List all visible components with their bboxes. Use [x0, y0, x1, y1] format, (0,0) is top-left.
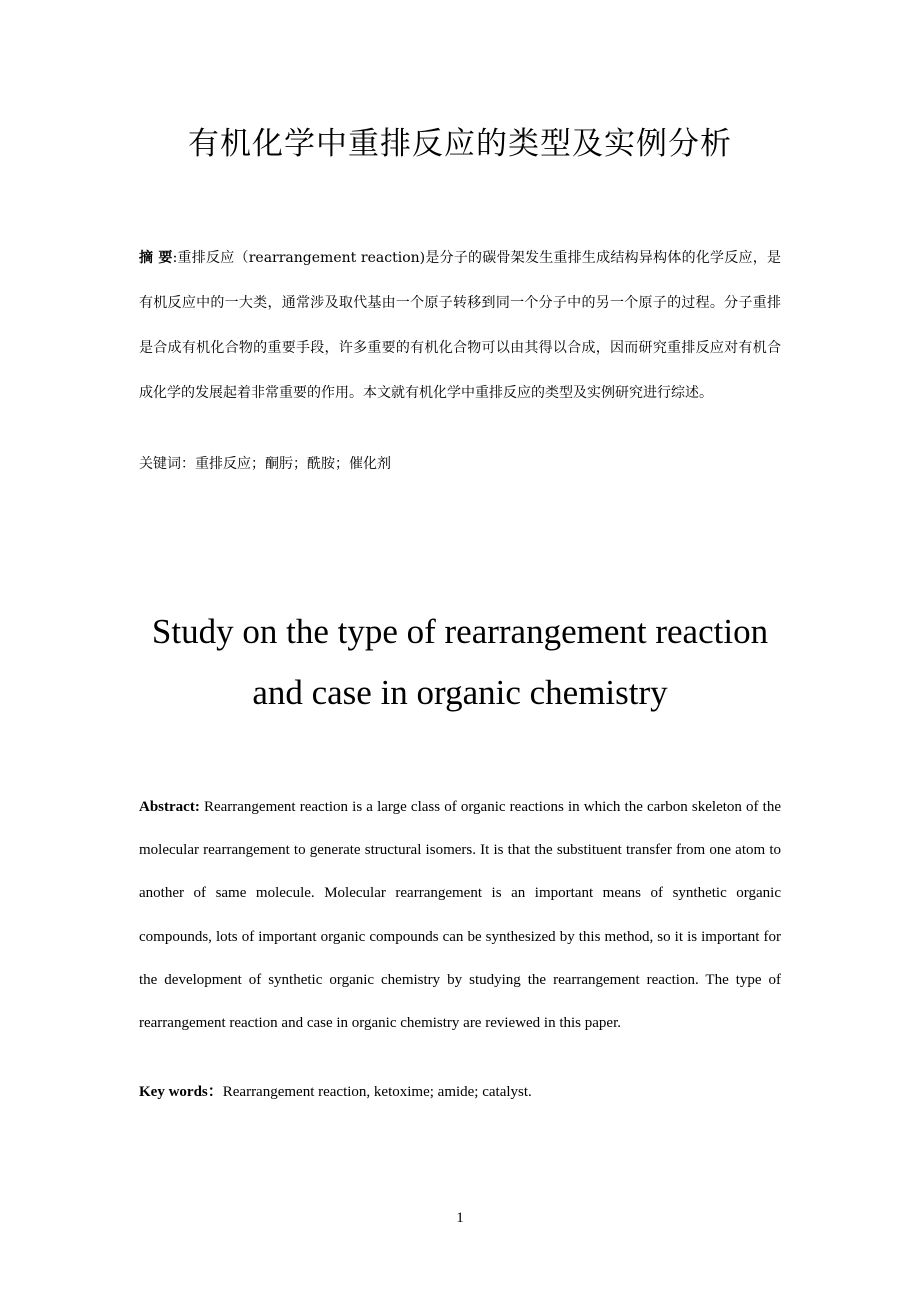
chinese-keywords-label: 关键词：: [139, 456, 195, 472]
english-title-line1: Study on the type of rearrangement reaction: [151, 612, 769, 651]
english-abstract-text: Rearrangement reaction is a large class of organic reactions in which the carbon skeleton of the molecular rearrangement to generate structural isomers. It is that the substituent transfer from one atom to another of same molecule. Molecular rearrangement is an important means of synthetic organic compounds, lots of important organic compounds can be synthesized by this method, so it is important for the development of synthetic organic chemistry by studying the rearrangement reaction. The type of rearrangement reaction and case in organic chemistry are reviewed in this paper.: [139, 799, 782, 1032]
english-title: [0, 601, 920, 723]
chinese-abstract-label: 摘 要: [139, 250, 173, 266]
chinese-title: 有机化学中重排反应的类型及实例分析: [188, 126, 732, 162]
page-number: 1: [456, 1210, 464, 1226]
english-keywords-label: Key words：: [139, 1084, 223, 1100]
english-keywords-text: Rearrangement reaction, ketoxime; amide; catalyst.: [222, 1084, 532, 1100]
english-abstract: [139, 786, 781, 1045]
chinese-abstract-text: :重排反应（rearrangement reaction)是分子的碳骨架发生重排生成结构异构体的化学反应，是有机反应中的一大类，通常涉及取代基由一个原子转移到同一个分子中的另一个原子的过程。分子重排是合成有机化合物的重要手段，许多重要的有机化合物可以由其得以合成，因而研究重排反应对有机合成化学的发展起着非常重要的作用。本文就有机化学中重排反应的类型及实例研究进行综述。: [139, 250, 782, 401]
english-title-line2: and case in organic chemistry: [252, 673, 668, 712]
english-keywords: [139, 1081, 781, 1103]
chinese-abstract: [139, 236, 781, 416]
english-abstract-label: Abstract:: [139, 799, 200, 815]
chinese-keywords: [139, 452, 781, 476]
chinese-keywords-text: 重排反应；酮肟；酰胺；催化剂: [195, 456, 391, 472]
